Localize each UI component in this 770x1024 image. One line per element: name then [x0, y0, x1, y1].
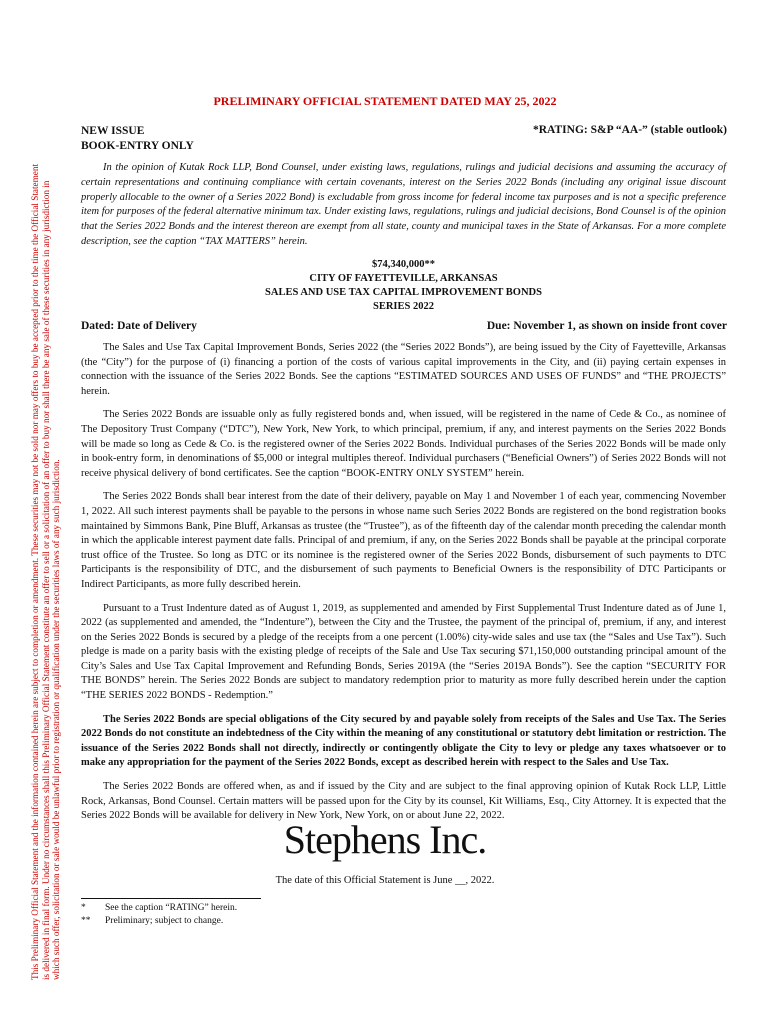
footnote-mark: **: [81, 916, 91, 926]
offering-paragraph: The Series 2022 Bonds are offered when, as and if issued by the City and are subject to the final approving opinion of Kutak Rock LLP, Little Rock, Arkansas, Bond Counsel. Certain matters will be passed upon for the City by its counsel, Kit Williams, Esq., City Attorney. It is expected that the Series 2022 Bonds will be available for delivery in New York, New York, on or about June 22, 2022.: [81, 781, 726, 822]
due-label: Due: November 1, as shown on inside front cover: [486, 320, 727, 332]
book-entry-label: BOOK-ENTRY ONLY: [81, 140, 194, 152]
footnote-divider: [81, 898, 261, 899]
bond-title-block: [81, 258, 726, 314]
body-paragraph: Pursuant to a Trust Indenture dated as of August 1, 2019, as supplemented and amended by First Supplemental Trust Indenture dated as of June 1, 2022 (as supplemented and amended, the “Indenture”), between the City and the Trustee, the payment of the principal of, premium, if any, and interest on the Series 2022 Bonds is secured by a pledge of the receipts from a one percent (1.00%) city-wide sales and use tax (the “Sales and Use Tax”). Such pledge is made on a parity basis with the existing pledge of receipts of the Sale and Use Tax securing $71,150,000 outstanding principal amount of the City’s Sales and Use Tax Capital Improvement and Refunding Bonds, Series 2019A (the “Series 2019A Bonds”). See the caption “SECURITY FOR THE BONDS” herein. The Series 2022 Bonds are subject to mandatory redemption prior to maturity as more fully described herein under the caption “THE SERIES 2022 BONDS - Redemption.”: [81, 602, 726, 702]
dated-label: Dated: Date of Delivery: [81, 320, 197, 332]
bond-series: SERIES 2022: [373, 301, 434, 312]
underwriter-logo: Stephens Inc.: [283, 817, 487, 862]
issue-type: [81, 124, 194, 154]
new-issue-label: NEW ISSUE: [81, 125, 145, 137]
tax-opinion-paragraph: In the opinion of Kutak Rock LLP, Bond Counsel, under existing laws, regulations, rulings and judicial decisions and assuming the accuracy of certain representations and continuing compliance with certain covenants, interest on the Series 2022 Bonds (including any original issue discount properly allocable to the owner of a Series 2022 Bond) is excludable from gross income for federal income tax purposes and is not a specific preference item for purposes of the federal alternative minimum tax. Under existing laws, regulations, rulings and judicial decisions, Bond Counsel is of the opinion that the Series 2022 Bonds and the interest thereon are exempt from all state, county and municipal taxes in the State of Arkansas. For a more complete description, see the caption “TAX MATTERS” herein.: [81, 162, 726, 247]
body-paragraph: The Series 2022 Bonds shall bear interest from the date of their delivery, payable on May 1 and November 1 of each year, commencing November 1, 2022. All such interest payments shall be payable to the persons in whose name such Series 2022 Bonds are registered on the bond registration books maintained by Simmons Bank, Pine Bluff, Arkansas as trustee (the “Trustee”), as of the fifteenth day of the calendar month preceding the calendar month in which the applicable interest payment date falls. Principal of and premium, if any, on the Series 2022 Bonds shall be payable at the principal corporate trust office of the Trustee. So long as DTC or its nominee is the registered owner of the Series 2022 Bonds, disbursement of such payments to DTC Participants is the responsibility of DTC, and the disbursement of such payments to Beneficial Owners is the responsibility of DTC Participants or Indirect Participants, as more fully described herein.: [81, 491, 726, 590]
statement-date: The date of this Official Statement is June __, 2022.: [275, 875, 495, 886]
special-obligation-paragraph: The Series 2022 Bonds are special obligations of the City secured by and payable solely from receipts of the Sales and Use Tax. The Series 2022 Bonds do not constitute an indebtedness of the City within the meaning of any constitutional or statutory debt limitation or restriction. The issuance of the Series 2022 Bonds shall not directly, indirectly or contingently obligate the City to levy or pledge any taxes whatsoever or to make any appropriation for the payment of the Series 2022 Bonds, except as described herein with respect to the Sales and Use Tax.: [81, 713, 726, 769]
rating-label: *RATING: S&P “AA-” (stable outlook): [532, 124, 727, 136]
disclaimer-line: is delivered in final form. Under no circumstances shall this Preliminary Official Statement constitute an offer to sell or a solicitation of an offer to buy nor shall there be any sale of these securities in any jurisdiction in: [40, 180, 51, 980]
footnote-text: Preliminary; subject to change.: [105, 916, 224, 926]
disclaimer-line: This Preliminary Official Statement and the information contained herein are subject to completion or amendment. These securities may not be sold nor may offers to buy be accepted prior to the time the Official Statement: [30, 164, 40, 980]
bond-name: SALES AND USE TAX CAPITAL IMPROVEMENT BONDS: [265, 287, 542, 298]
disclaimer-line: which such offer, solicitation or sale would be unlawful prior to registration or qualification under the securities laws of any such jurisdiction.: [51, 459, 61, 980]
bond-amount: $74,340,000**: [372, 259, 435, 270]
footnote: [81, 902, 237, 915]
issuer-name: CITY OF FAYETTEVILLE, ARKANSAS: [309, 273, 498, 284]
footnote-mark: *: [81, 903, 86, 913]
footnote: [81, 915, 237, 928]
footnotes: [81, 902, 237, 928]
body-paragraph: The Series 2022 Bonds are issuable only as fully registered bonds and, when issued, will be registered in the name of Cede & Co., as nominee of The Depository Trust Company (“DTC”), New York, New York, to which principal, premium, if any, and interest payments on the Series 2022 Bonds will be made so long as Cede & Co. is the registered owner of the Series 2022 Bonds. Individual purchases of the Series 2022 Bonds will be made only in book-entry form, in denominations of $5,000 or integral multiples thereof. Individual purchasers (“Beneficial Owners”) of Series 2022 Bonds will not receive physical delivery of bond certificates. See the caption “BOOK-ENTRY ONLY SYSTEM” herein.: [81, 409, 726, 479]
footnote-text: See the caption “RATING” herein.: [105, 903, 238, 913]
body-paragraph: The Sales and Use Tax Capital Improvement Bonds, Series 2022 (the “Series 2022 Bonds”), are being issued by the City of Fayetteville, Arkansas (the “City”) for the purpose of (i) financing a portion of the costs of various capital improvements in the City, and (ii) paying certain expenses in connection with the issuance of the Series 2022 Bonds. See the captions “ESTIMATED SOURCES AND USES OF FUNDS” and “THE PROJECTS” herein.: [81, 342, 726, 397]
preliminary-banner: PRELIMINARY OFFICIAL STATEMENT DATED MAY 25, 2022: [213, 94, 557, 108]
document-body: [81, 341, 726, 833]
